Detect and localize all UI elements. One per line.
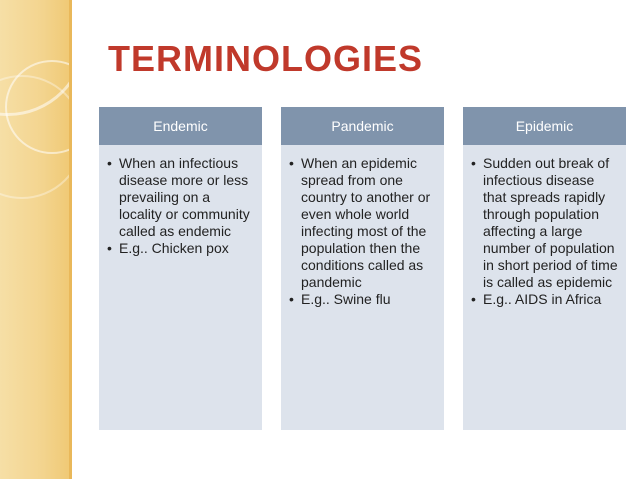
bullet-text: Sudden out break of infectious disease that spreads rapidly through population affecting a large number of population in short period of time is called as epidemic bbox=[483, 155, 618, 290]
column-body bbox=[281, 145, 444, 430]
column-body bbox=[463, 145, 626, 430]
bullet-dot-icon: • bbox=[289, 155, 294, 171]
decorative-ring bbox=[0, 75, 72, 199]
band-edge bbox=[69, 0, 72, 479]
bullet-dot-icon: • bbox=[471, 155, 476, 171]
bullet-text: When an infectious disease more or less prevailing on a locality or community called as endemic bbox=[119, 155, 250, 239]
bullet-item bbox=[289, 291, 436, 308]
slide-title: TERMINOLOGIES bbox=[108, 38, 424, 79]
bullet-item bbox=[289, 155, 436, 291]
column-header: Epidemic bbox=[463, 107, 626, 145]
bullet-text: When an epidemic spread from one country to another or even whole world infecting most of the population then the conditions called as pandemic bbox=[301, 155, 431, 290]
bullet-item bbox=[107, 155, 254, 240]
bullet-text: E.g.. Chicken pox bbox=[119, 240, 229, 256]
decorative-left-band bbox=[0, 0, 72, 479]
bullet-item bbox=[471, 155, 618, 291]
column-header: Pandemic bbox=[281, 107, 444, 145]
bullet-item bbox=[471, 291, 618, 308]
column-pandemic bbox=[281, 107, 444, 430]
bullet-dot-icon: • bbox=[107, 155, 112, 171]
column-endemic bbox=[99, 107, 262, 430]
bullet-dot-icon: • bbox=[107, 240, 112, 256]
column-body bbox=[99, 145, 262, 430]
column-epidemic bbox=[463, 107, 626, 430]
bullet-dot-icon: • bbox=[471, 291, 476, 307]
bullet-item bbox=[107, 240, 254, 257]
bullet-text: E.g.. AIDS in Africa bbox=[483, 291, 602, 307]
column-header: Endemic bbox=[99, 107, 262, 145]
bullet-dot-icon: • bbox=[289, 291, 294, 307]
bullet-text: E.g.. Swine flu bbox=[301, 291, 391, 307]
